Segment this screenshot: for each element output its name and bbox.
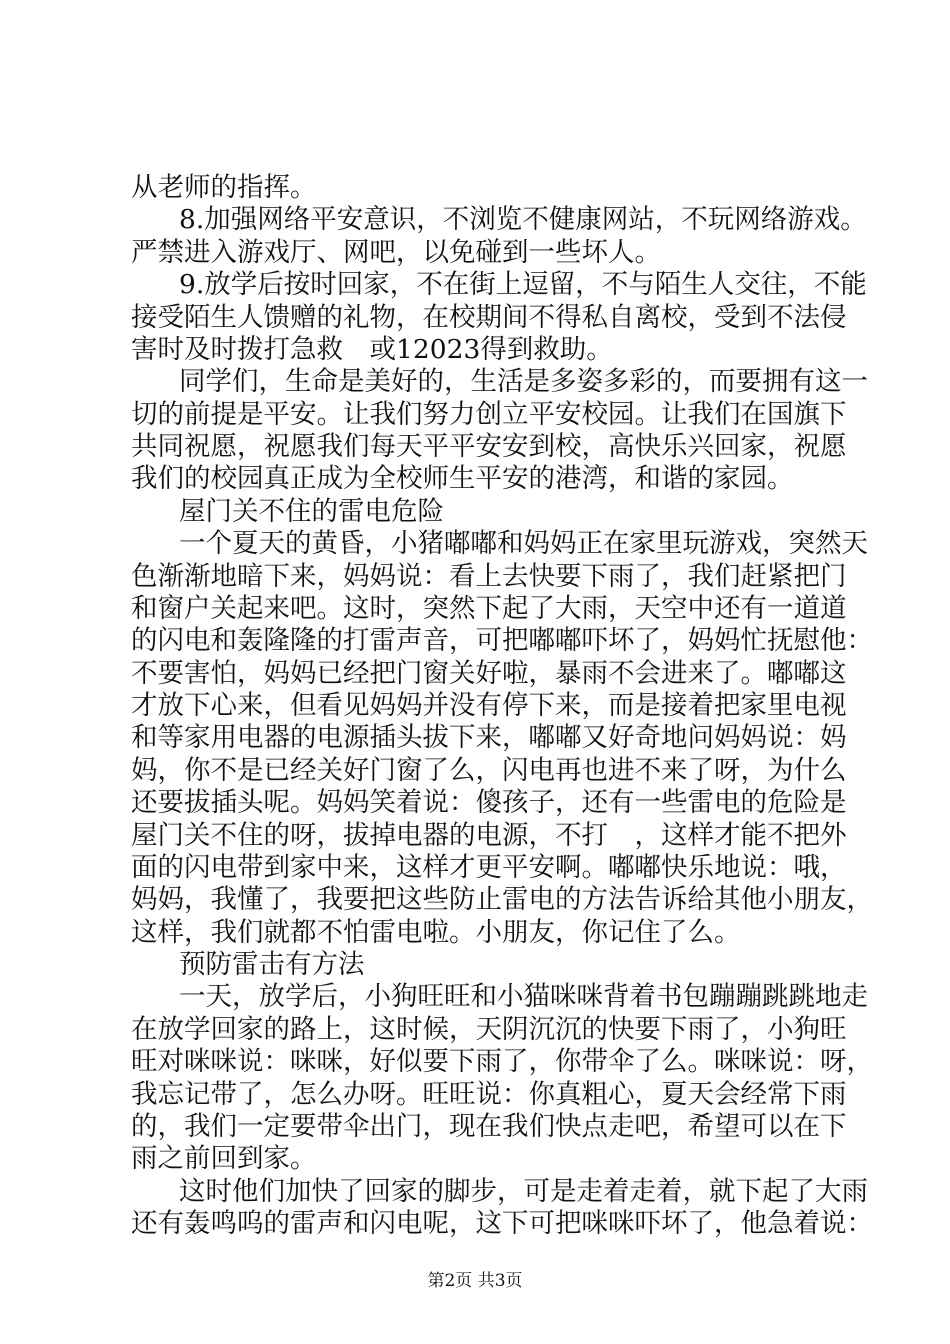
text-line: 接受陌生人馈赠的礼物，在校期间不得私自离校，受到不法侵	[131, 301, 847, 333]
text-line: 才放下心来，但看见妈妈并没有停下来，而是接着把家里电视	[131, 690, 847, 721]
text-line: 不要害怕，妈妈已经把门窗关好啦，暴雨不会进来了。嘟嘟这	[131, 657, 847, 689]
text-line: 面的闪电带到家中来，这样才更平安啊。嘟嘟快乐地说：哦，	[131, 851, 847, 883]
paragraph-start: 一天，放学后，小狗旺旺和小猫咪咪背着书包蹦蹦跳跳地走	[179, 981, 868, 1013]
text-line: 在放学回家的路上，这时候，天阴沉沉的快要下雨了，小狗旺	[131, 1013, 847, 1045]
text-line: 色渐渐地暗下来，妈妈说：看上去快要下雨了，我们赶紧把门	[131, 560, 847, 592]
list-item-9: 9.放学后按时回家，不在街上逗留，不与陌生人交往，不能	[179, 269, 867, 301]
text-line: 害时及时拨打急救 或12023得到救助。	[131, 333, 613, 365]
document-body	[131, 172, 891, 1240]
text-line: 雨之前回到家。	[131, 1143, 317, 1175]
text-line: 严禁进入游戏厅、网吧，以免碰到一些坏人。	[131, 236, 661, 268]
paragraph-start: 这时他们加快了回家的脚步，可是走着走着，就下起了大雨	[179, 1175, 868, 1207]
text-line: 妈，你不是已经关好门窗了么，闪电再也进不来了呀，为什么	[131, 754, 847, 786]
paragraph-start: 同学们，生命是美好的，生活是多姿多彩的，而要拥有这一	[179, 366, 868, 398]
text-line: 和等家用电器的电源插头拔下来，嘟嘟又好奇地问妈妈说：妈	[131, 722, 847, 754]
text-line: 和窗户关起来吧。这时，突然下起了大雨，天空中还有一道道	[131, 592, 847, 624]
text-line: 切的前提是平安。让我们努力创立平安校园。让我们在国旗下	[131, 398, 847, 430]
text-line: 这样，我们就都不怕雷电啦。小朋友，你记住了么。	[131, 916, 741, 948]
paragraph-start: 一个夏天的黄昏，小猪嘟嘟和妈妈正在家里玩游戏，突然天	[179, 528, 868, 560]
page-number-label: 第2页 共3页	[427, 1271, 523, 1291]
text-line: 我忘记带了，怎么办呀。旺旺说：你真粗心，夏天会经常下雨	[131, 1078, 847, 1110]
text-line: 共同祝愿，祝愿我们每天平平安安到校，高快乐兴回家，祝愿	[131, 431, 847, 462]
text-line: 屋门关不住的呀，拔掉电器的电源，不打 ，这样才能不把外	[131, 819, 847, 851]
text-line: 我们的校园真正成为全校师生平安的港湾，和谐的家园。	[131, 463, 794, 495]
list-item-8: 8.加强网络平安意识，不浏览不健康网站，不玩网络游戏。	[179, 204, 867, 236]
text-line: 妈妈，我懂了，我要把这些防止雷电的方法告诉给其他小朋友，	[131, 884, 873, 916]
text-line: 从老师的指挥。	[131, 172, 317, 203]
text-line: 还有轰鸣呜的雷声和闪电呢，这下可把咪咪吓坏了，他急着说：	[131, 1208, 873, 1239]
text-line: 旺对咪咪说：咪咪，好似要下雨了，你带伞了么。咪咪说：呀，	[131, 1046, 873, 1078]
text-line: 还要拔插头呢。妈妈笑着说：傻孩子，还有一些雷电的危险是	[131, 787, 847, 819]
section-heading: 屋门关不住的雷电危险	[179, 495, 444, 527]
text-line: 的闪电和轰隆隆的打雷声音，可把嘟嘟吓坏了，妈妈忙抚慰他：	[131, 625, 873, 657]
section-heading: 预防雷击有方法	[179, 949, 365, 980]
text-line: 的，我们一定要带伞出门，现在我们快点走吧，希望可以在下	[131, 1110, 847, 1142]
page-footer	[0, 1270, 950, 1292]
